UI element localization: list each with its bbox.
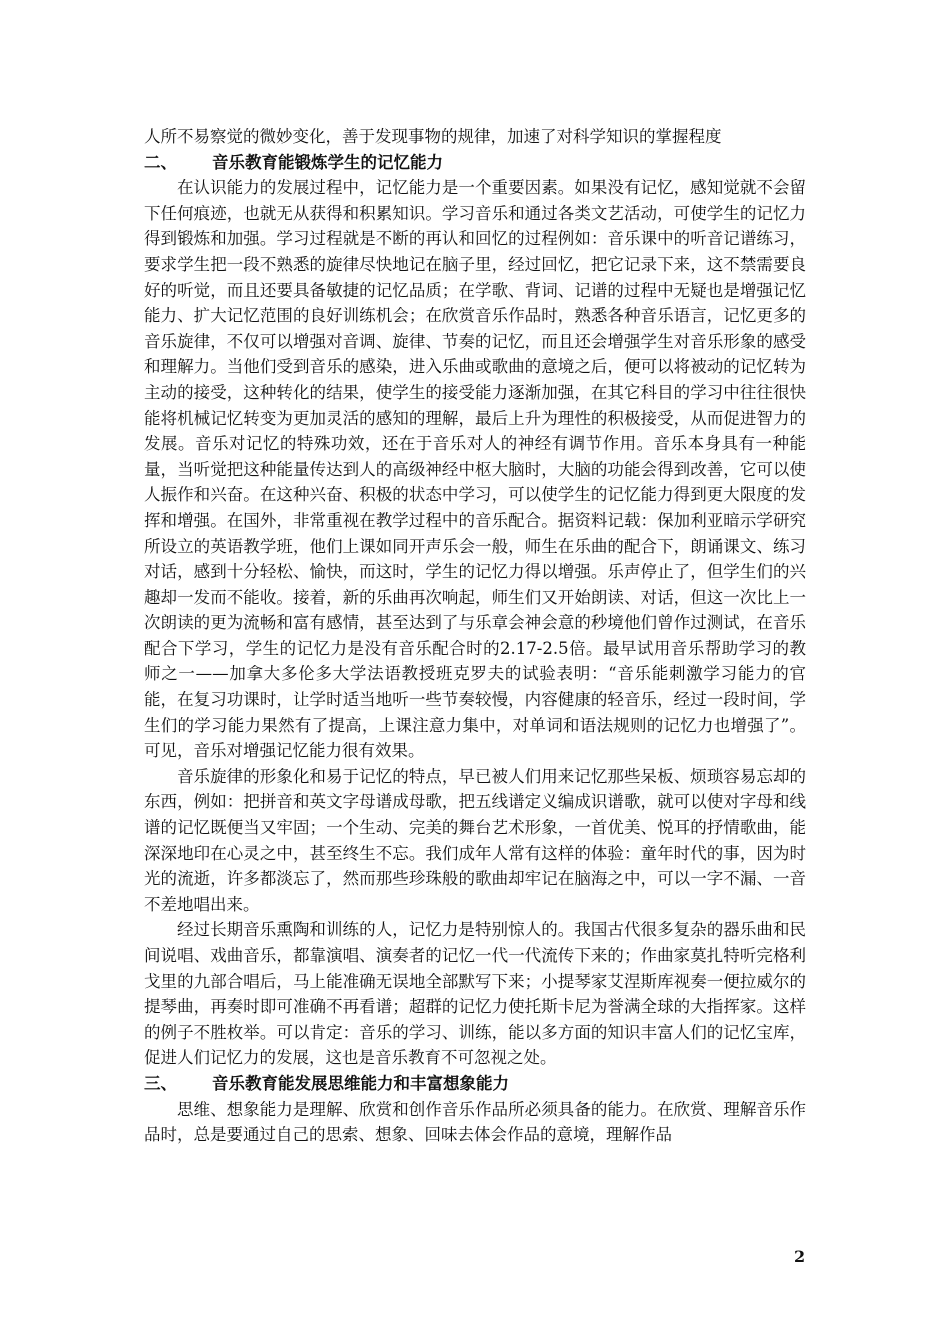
page-number: 2 — [794, 1247, 806, 1266]
lead-line: 人所不易察觉的微妙变化，善于发现事物的规律，加速了对科学知识的掌握程度 — [144, 127, 722, 146]
page-body — [144, 124, 806, 1148]
section-heading-2 — [144, 150, 806, 176]
body-paragraph: 经过长期音乐熏陶和训练的人，记忆力是特别惊人的。我国古代很多复杂的器乐曲和民间说唱、戏曲音乐，都靠演唱、演奏者的记忆一代一代流传下来的；作曲家莫扎特听完格利戈里的九部合唱后，马上能准确无误地全部默写下来；小提琴家艾涅斯库视奏一便拉威尔的提琴曲，再奏时即可准确不再看谱；超群的记忆力使托斯卡尼为誉满全球的大指挥家。这样的例子不胜枚举。可以肯定：音乐的学习、训练，能以多方面的知识丰富人们的记忆宝库，促进人们记忆力的发展，这也是音乐教育不可忽视之处。 — [144, 920, 806, 1068]
section-number: 二、 — [144, 152, 177, 172]
section-number: 三、 — [144, 1073, 177, 1093]
body-paragraph: 音乐旋律的形象化和易于记忆的特点，早已被人们用来记忆那些呆板、烦琐容易忘却的东西，例如：把拼音和英文字母谱成母歌，把五线谱定义编成识谱歌，就可以使对字母和线谱的记忆既便当又牢固；一个生动、完美的舞台艺术形象，一首优美、悦耳的抒情歌曲，能深深地印在心灵之中，甚至终生不忘。我们成年人常有这样的体验：童年时代的事，因为时光的流逝，许多都淡忘了，然而那些珍珠般的歌曲却牢记在脑海之中，可以一字不漏、一音不差地唱出来。 — [144, 766, 806, 914]
section-title: 音乐教育能发展思维能力和丰富想象能力 — [212, 1073, 509, 1093]
body-paragraph: 在认识能力的发展过程中，记忆能力是一个重要因素。如果没有记忆，感知觉就不会留下任何痕迹，也就无从获得和积累知识。学习音乐和通过各类文艺活动，可使学生的记忆力得到锻炼和加强。学习过程就是不断的再认和回忆的过程例如：音乐课中的听音记谱练习，要求学生把一段不熟悉的旋律尽快地记在脑子里，经过回忆，把它记录下来，这不禁需要良好的听觉，而且还要具备敏捷的记忆品质；在学歌、背词、记谱的过程中无疑也是增强记忆能力、扩大记忆范围的良好训练机会；在欣赏音乐作品时，熟悉各种音乐语言，记忆更多的音乐旋律，不仅可以增强对音调、旋律、节奏的记忆，而且还会增强学生对音乐形象的感受和理解力。当他们受到音乐的感染，进入乐曲或歌曲的意境之后，便可以将被动的记忆转为主动的接受，这种转化的结果，使学生的接受能力逐渐加强，在其它科目的学习中往往很快能将机械记忆转变为更加灵活的感知的理解，最后上升为理性的积极接受，从而促进智力的发展。音乐对记忆的特殊功效，还在于音乐对人的神经有调节作用。音乐本身具有一种能量，当听觉把这种能量传达到人的高级神经中枢大脑时，大脑的功能会得到改善，它可以使人振作和兴奋。在这种兴奋、积极的状态中学习，可以使学生的记忆能力得到更大限度的发挥和增强。在国外，非常重视在教学过程中的音乐配合。据资料记载：保加利亚暗示学研究所设立的英语教学班，他们上课如同开声乐会一般，师生在乐曲的配合下，朗诵课文、练习对话，感到十分轻松、愉快，而这时，学生的记忆力得以增强。乐声停止了，但学生们的兴趣却一发而不能收。接着，新的乐曲再次响起，师生们又开始朗读、对话，但这一次比上一次朗读的更为流畅和富有感情，甚至达到了与乐章会神会意的秒境他们曾作过测试，在音乐配合下学习，学生的记忆力是没有音乐配合时的2.17-2.5倍。最早试用音乐帮助学习的教师之一——加拿大多伦多大学法语教授班克罗夫的试验表明：“音乐能刺激学习能力的官能，在复习功课时，让学时适当地听一些节奏较慢，内容健康的轻音乐，经过一段时间，学生们的学习能力果然有了提高，上课注意力集中，对单词和语法规则的记忆力也增强了”。可见，音乐对增强记忆能力很有效果。 — [144, 178, 806, 761]
section-heading-3 — [144, 1071, 806, 1097]
section-title: 音乐教育能锻炼学生的记忆能力 — [212, 152, 443, 172]
body-paragraph: 思维、想象能力是理解、欣赏和创作音乐作品所必须具备的能力。在欣赏、理解音乐作品时，总是要通过自己的思索、想象、回味去体会作品的意境，理解作品 — [144, 1099, 806, 1145]
